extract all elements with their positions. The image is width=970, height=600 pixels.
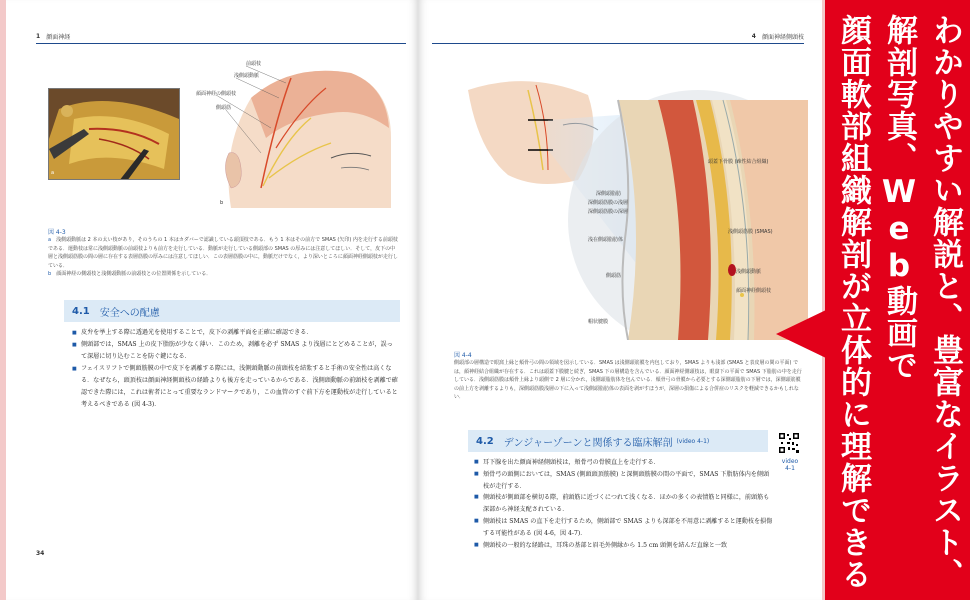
chapter-number: 4 (751, 32, 756, 40)
section-number: 4.2 (476, 435, 494, 447)
section-number: 4.1 (72, 305, 90, 317)
bullet-item: ■ 皮弁を挙上する際に透過光を使用することで，皮下の剥離平面を正確に確認できる． (72, 327, 398, 339)
section-title: 安全への配慮 (99, 307, 160, 319)
label-frontal-branch: 前頭枝 (246, 61, 262, 67)
label-superficial-temporal-artery: 浅側頭動脈 (234, 73, 260, 79)
header-rule (432, 43, 804, 44)
chapter-title: 顔面神経側頭枝 (761, 33, 804, 41)
header-rule (36, 43, 406, 44)
video-reference: (video 4-1) (676, 437, 710, 445)
label-deep-fascia-superficial: 深側頭筋膜の浅層 (588, 200, 629, 206)
photo-label-a: a (51, 170, 55, 176)
label-temporal-branch: 顔面神経の側頭枝 (196, 91, 237, 97)
label-superficial-fat-pad: 浅在側頭脂肪体 (588, 237, 624, 243)
illustration-label-b: b (220, 200, 224, 206)
banner-line-2: 解剖写真、Web動画で (881, 14, 917, 381)
label-galea: 帽状腱膜 (588, 319, 609, 325)
surgical-photo (48, 88, 180, 180)
bullet-item: ■ 側頭部では，SMAS 上の皮下脂肪が少なく薄い．このため，剥離を必ず SMAS より浅層にとどめることが，誤って深層に切り込むことを防ぐ鍵になる． (72, 339, 398, 363)
figure-4-3-label: 図 4-3 (48, 229, 66, 236)
label-deep-temporal-fat: 深側頭脂肪 (596, 191, 622, 197)
chapter-number: 1 (36, 32, 41, 40)
figure-4-4-label: 図 4-4 (454, 352, 472, 359)
running-header (36, 30, 70, 42)
promo-banner (825, 0, 970, 600)
section-title: デンジャーゾーンと関係する臨床解剖 (503, 437, 673, 449)
section-4-1-body (72, 327, 398, 411)
section-4-2-body (474, 457, 774, 551)
label-sta: 浅側頭動脈 (736, 269, 762, 275)
bullet-item: ■ 側頭枝が側頭部を横切る際，前頭筋に近づくにつれて浅くなる．ほかの多くの表情筋と同様に，前頭筋も深部から神経支配されている． (474, 492, 774, 516)
left-page (6, 0, 418, 600)
label-loose-areolar: 頭蓋下骨膜 (疎性結合組織) (708, 159, 769, 165)
qr-code-icon[interactable] (778, 432, 800, 454)
label-temporal-nerve: 顔面神経側頭枝 (736, 288, 772, 294)
temporal-layer-illustration (468, 70, 808, 340)
label-smas: 浅側頭筋膜 (SMAS) (728, 229, 773, 235)
banner-arrow (776, 310, 826, 358)
label-temporal-muscle: 側頭筋 (606, 273, 622, 279)
running-header (752, 30, 804, 42)
bullet-item: ■ 頬骨弓の頭側においては，SMAS (側頭頭頂筋膜) と深側頭筋膜の間の平面で，SMAS 下脂肪体内を側頭枝が走行する． (474, 469, 774, 493)
label-temporal-muscle: 側頭筋 (216, 105, 232, 111)
caption-b-text: 顔面神経の側頭枝と浅側頭動脈の前頭枝との位置関係を示している． (56, 271, 212, 277)
bullet-item: ■ 耳下腺を出た顔面神経側頭枝は，頬骨弓の骨膜直上を走行する． (474, 457, 774, 469)
banner-line-3: 顔面軟部組織解剖が立体的に理解できる (835, 14, 871, 590)
video-label: video 4-1 (781, 458, 799, 472)
chapter-title: 顔面神経 (46, 33, 71, 41)
section-4-2-heading (468, 430, 768, 452)
label-deep-fascia-deep: 深側頭筋膜の深層 (588, 209, 629, 215)
page-number: 34 (36, 550, 45, 557)
bullet-item: ■ 側頭枝の一般的な経路は，耳珠の基部と眉毛外側縁から 1.5 cm 頭側を結んだ直線と一致 (474, 540, 774, 552)
section-4-1-heading (64, 300, 400, 322)
right-page (418, 0, 822, 600)
face-illustration (191, 58, 391, 208)
bullet-item: ■ フェイスリフトで側頭筋膜の中で皮下を剥離する際には，浅側頭動脈の前頭枝を結紮すると手術の安全性は高くなる．なぜなら，頭頂枝は顔面神経側頭枝の経路よりも後方を走っているからである．浅側頭動脈の前頭枝を剥離で確認できた際には，これは術者にとって重要なランドマークであり，この血管のすぐ前下方を運動枝が走行していると考えるべきである (図 4-3)． (72, 363, 398, 411)
caption-a-text: 浅側頭動脈は 2 本の太い枝があり，そのうちの 1 本はカダバーで認識している頭頂枝である．もう 1 本はその前方で SMAS (矢印) 内を走行する前頭枝である．運動枝は常に浅側頭動脈の前頭枝よりも前方を走行している．動脈が走行している側頭部の SMAS の厚みには注意してほしい．そして，皮下の中層と浅側頭筋膜の間の層に存在する表層筋膜の厚みには注意してほしい．この表層筋膜の中に，動脈だけでなく，より深いところに顔面神経側頭枝が走行している． (48, 237, 398, 269)
figure-4-3-caption: a 浅側頭動脈は 2 本の太い枝があり，そのうちの 1 本はカダバーで認識している頭頂枝である．もう 1 本はその前方で SMAS (矢印) 内を走行する前頭枝である．運動枝は常に浅側頭動脈の前頭枝よりも前方を走行している．動脈が走行している側頭部の SMAS の厚みには注意してほしい．そして，皮下の中層と浅側頭筋膜の間の層に存在する表層筋膜の厚みには注意してほしい．この表層筋膜の中に，動脈だけでなく，より深いところに顔面神経側頭枝が走行している． b 顔面神経の側頭枝と浅側頭動脈の前頭枝との位置関係を示している． (48, 237, 398, 277)
figure-4-4-caption: 側頭部の層構造で眼窩上縁と頬骨弓の間の領域を図示している．SMAS は浅側頭筋膜を内包しており，SMAS よりも浅部 (SMAS と表皮層の間の平面) では，顔神経結合組織が存在する．これは頭蓋下膜腱と続ぎ，SMAS 下の層構造を含んでいる．顔面神経側頭枝は，眼窩下の平面で SMAS 下脂肪の中を走行している．浅側頭筋膜は頬骨上縁より頭側で 2 層に分かれ，浅側頭脂肪体を包んでいる．頬骨弓の骨膜から必要とする深側頭脂肪の下層では，深側頭筋膜の前上方を剥離するよりも，深側頭筋膜浅層の下に入って浅側頭脂肪体の表面を剥がすほうが，深層の損傷による合併症のリスクを軽減できるかもしれない． (454, 360, 802, 400)
banner-line-1: わかりやすい解説と、豊富なイラスト、 (927, 14, 963, 590)
bullet-item: ■ 側頭枝は SMAS の直下を走行するため，側頭部で SMAS よりも深部を不用意に剥離すると運動枝を損傷する可能性がある (図 4-6，図 4-7)． (474, 516, 774, 540)
